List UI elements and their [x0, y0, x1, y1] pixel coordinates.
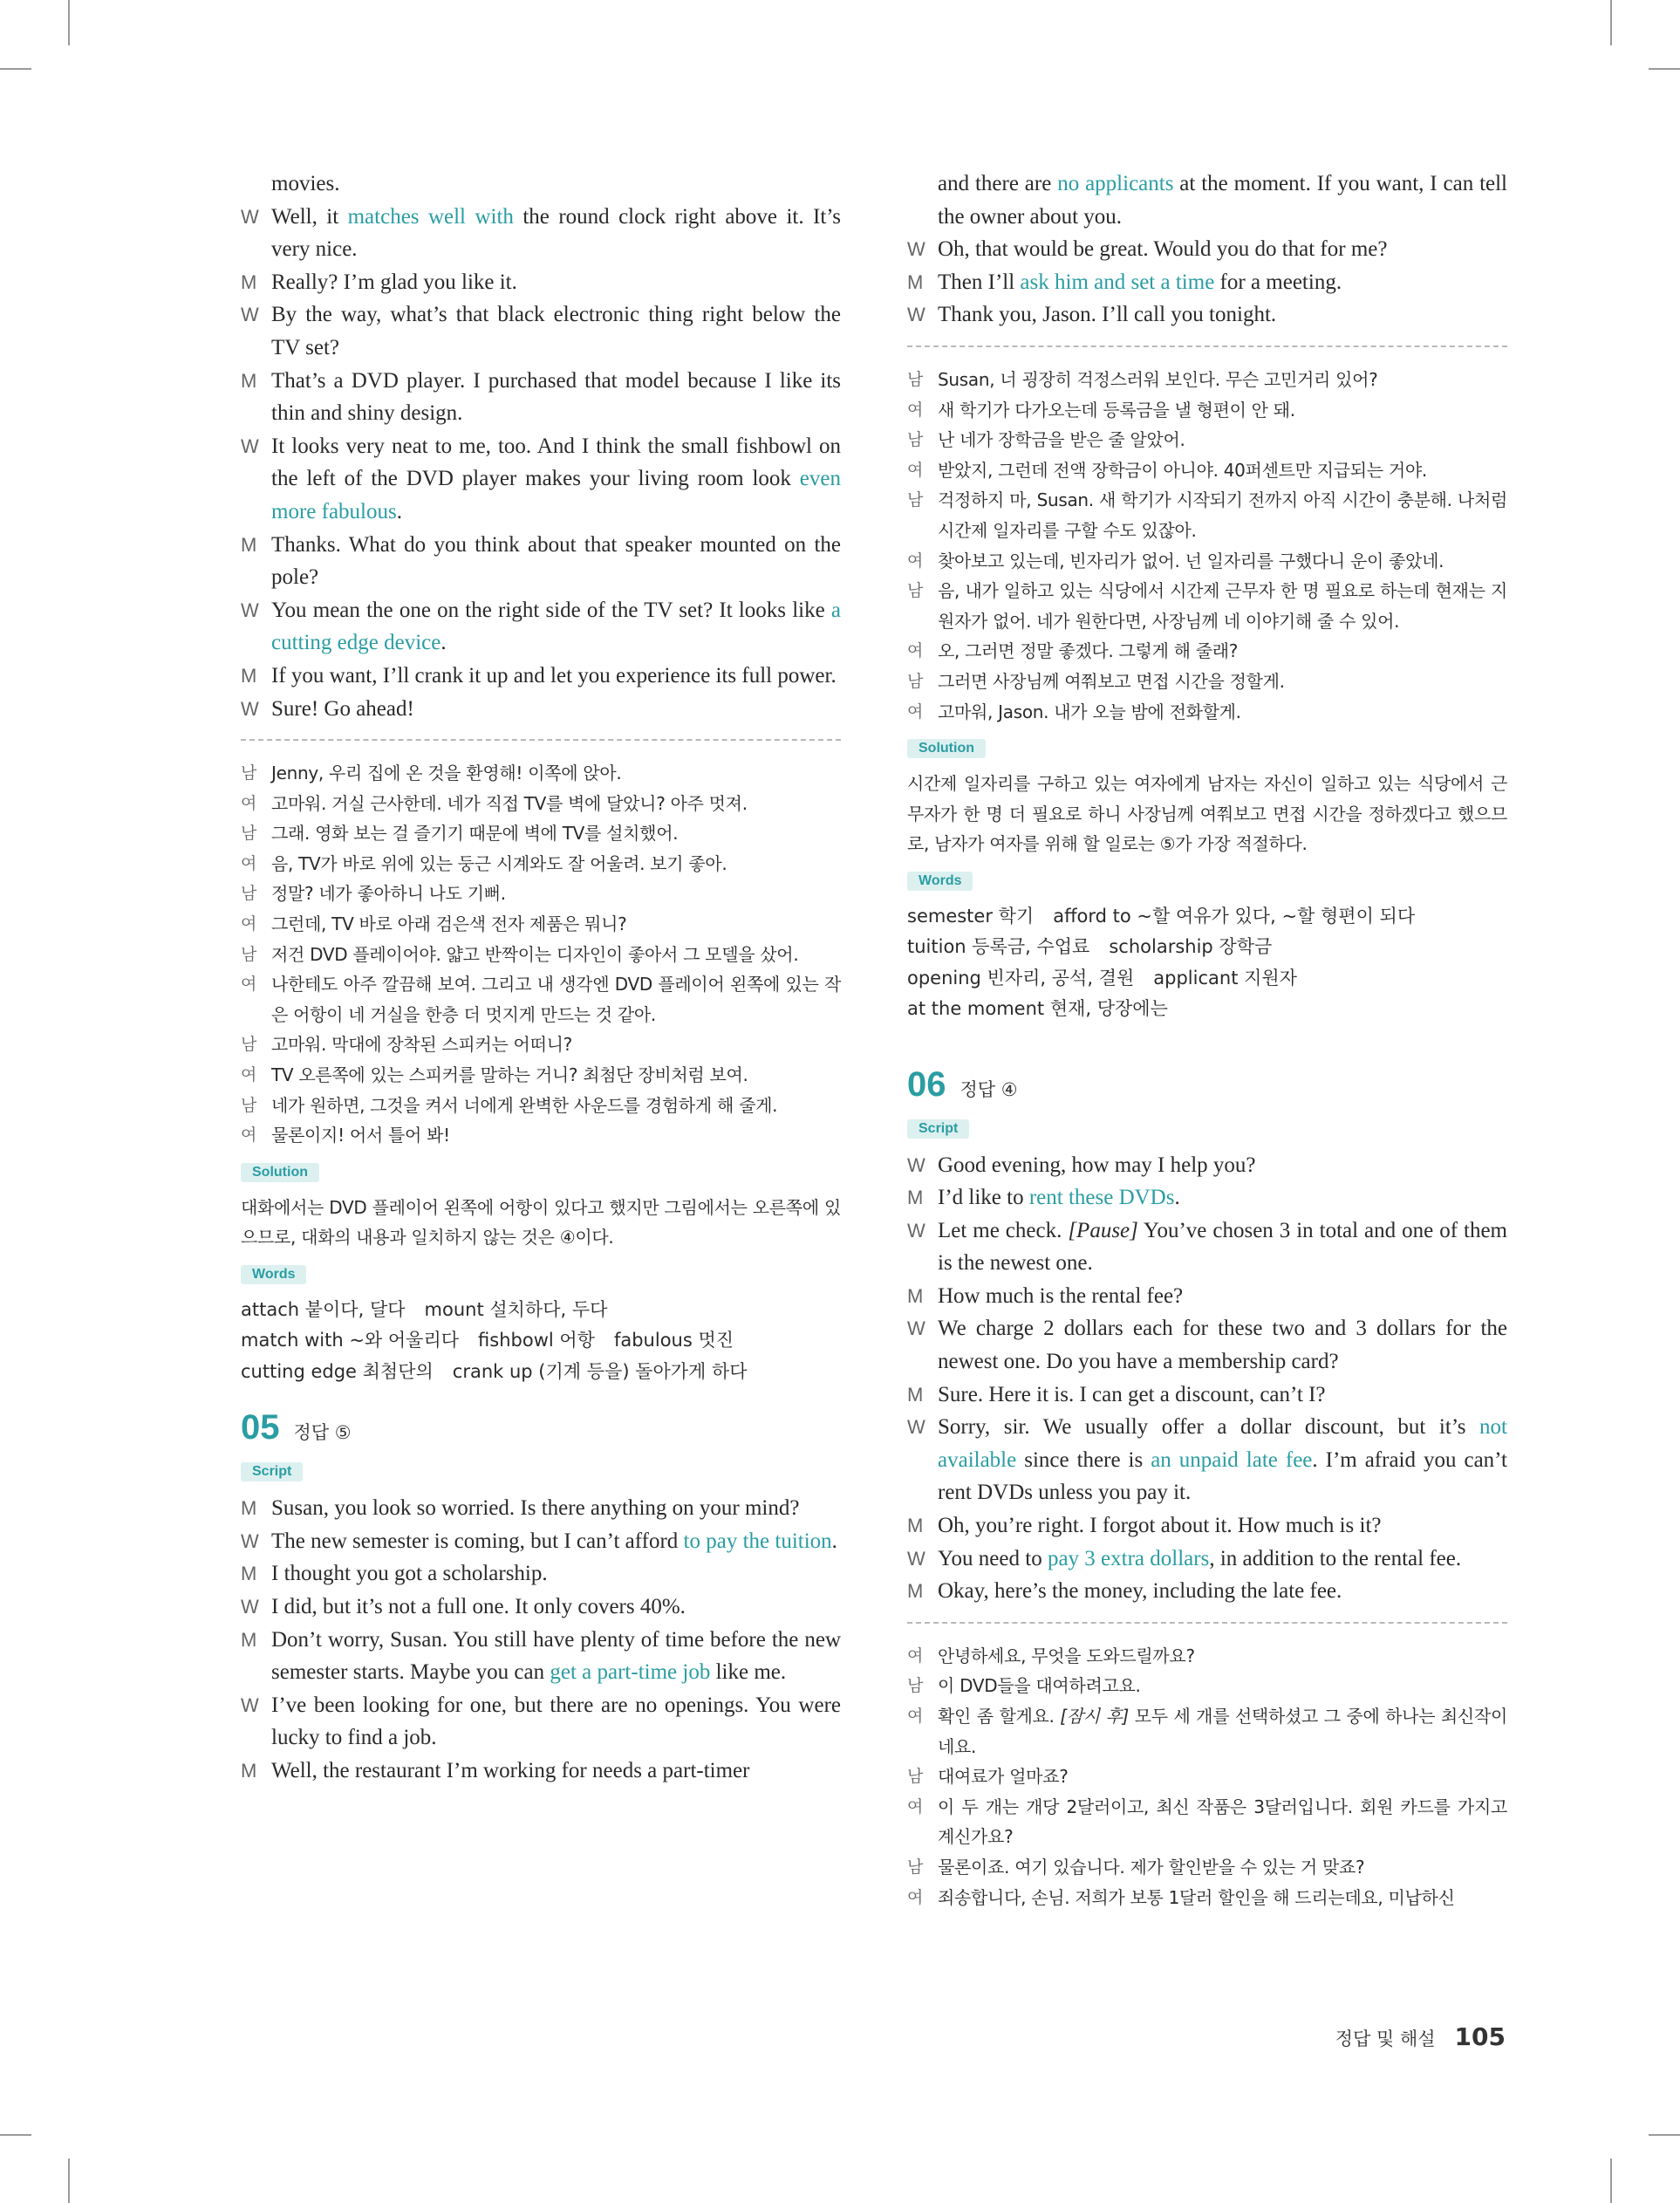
- speaker-label: 남: [907, 1767, 924, 1787]
- dialogue-line: [241, 430, 841, 529]
- dialogue-line: [907, 1543, 1507, 1576]
- line-text: I thought you got a scholarship.: [271, 1562, 548, 1586]
- line-text: Let me check.: [938, 1218, 1069, 1242]
- line-text: 난 네가 장학금을 받은 줄 알았어.: [938, 429, 1185, 451]
- line-text: 고마워, Jason. 내가 오늘 밤에 전화할게.: [938, 701, 1241, 722]
- speaker-label: 남: [241, 763, 257, 783]
- translation-line: [907, 395, 1507, 426]
- dialogue-line: [907, 1181, 1507, 1214]
- speaker-label: W: [907, 304, 925, 326]
- dialogue-line: [241, 1755, 841, 1788]
- speaker-label: W: [907, 1547, 925, 1570]
- speaker-label: M: [241, 369, 257, 392]
- highlighted-phrase: an unpaid late fee: [1151, 1447, 1313, 1472]
- speaker-label: 남: [907, 430, 924, 450]
- words-row: [241, 1325, 841, 1356]
- dialogue-line: [241, 365, 841, 430]
- speaker-label: W: [241, 599, 259, 621]
- translation-line: [907, 1762, 1507, 1792]
- speaker-label: 여: [907, 1707, 924, 1726]
- line-text: That’s a DVD player. I purchased that model because I like its thin and shiny design.: [271, 368, 841, 426]
- line-text: You’ve chosen 3 in total and one of them is the newest one.: [938, 1218, 1507, 1276]
- speaker-label: W: [241, 1693, 259, 1716]
- translation-line: [907, 1792, 1507, 1852]
- dialogue-line: [241, 1689, 841, 1755]
- speaker-label: 여: [907, 400, 924, 420]
- translation-line: [241, 940, 841, 970]
- speaker-label: W: [907, 1219, 925, 1242]
- line-text: Thanks. What do you think about that speaker mounted on the pole?: [271, 532, 841, 590]
- line-text: Sure. Here it is. I can get a discount, can’t I?: [938, 1382, 1326, 1406]
- line-text: Susan, you look so worried. Is there anything on your mind?: [271, 1496, 800, 1521]
- speaker-label: 여: [907, 460, 924, 480]
- line-text: 그런데, TV 바로 아래 검은색 전자 제품은 뭐니?: [271, 913, 627, 935]
- question-header: [907, 1065, 1507, 1114]
- answer-label: 정답 ④: [960, 1078, 1018, 1100]
- line-text: at the moment. If you want, I can tell the owner about you.: [938, 172, 1508, 229]
- speaker-label: M: [241, 664, 257, 687]
- line-text: If you want, I’ll crank it up and let you experience its full power.: [271, 663, 837, 688]
- speaker-label: W: [241, 1529, 259, 1552]
- line-text: 네가 원하면, 그것을 켜서 너에게 완벽한 사운드를 경험하게 해 줄게.: [271, 1094, 778, 1116]
- page-footer: [1335, 2022, 1506, 2051]
- speaker-label: W: [241, 1596, 259, 1618]
- translation-line: [241, 1060, 841, 1091]
- dialogue-line: [241, 1492, 841, 1525]
- speaker-label: 남: [241, 1095, 257, 1115]
- line-text: Don’t worry, Susan. You still have plenty of time before the new semester starts. Maybe you can: [271, 1627, 841, 1685]
- vocab-entry: tuition 등록금, 수업료: [907, 936, 1090, 958]
- line-text: [Pause]: [1068, 1218, 1138, 1242]
- translation-line: [907, 576, 1507, 636]
- translation-line: [241, 879, 841, 909]
- line-text: .: [831, 1529, 837, 1553]
- speaker-label: 여: [907, 641, 924, 661]
- speaker-label: W: [241, 304, 259, 326]
- speaker-label: M: [907, 1284, 924, 1307]
- dialogue-line: [907, 1214, 1507, 1280]
- line-text: 이 두 개는 개당 2달러이고, 최신 작품은 3달러입니다. 회원 카드를 가지고 계신가요?: [938, 1796, 1507, 1848]
- dialogue-line: [241, 660, 841, 693]
- dialogue-line: [241, 529, 841, 594]
- dialogue-line: [241, 168, 841, 201]
- translation-line: [907, 697, 1507, 728]
- line-text: 이 DVD들을 대여하려고요.: [938, 1675, 1141, 1697]
- speaker-label: 여: [907, 1796, 924, 1816]
- line-text: Susan, 너 굉장히 걱정스러워 보인다. 무슨 고민거리 있어?: [938, 368, 1378, 390]
- line-text: I did, but it’s not a full one. It only covers 40%.: [271, 1595, 686, 1618]
- speaker-label: 남: [907, 369, 924, 389]
- dialogue-line: [907, 1411, 1507, 1509]
- highlighted-phrase: matches well with: [347, 204, 514, 229]
- q4-translation: [241, 758, 841, 1151]
- speaker-label: M: [241, 1759, 257, 1782]
- speaker-label: 남: [241, 884, 257, 904]
- highlighted-phrase: not available: [938, 1415, 1507, 1472]
- words-row: [241, 1295, 841, 1325]
- line-text: and there are: [938, 172, 1058, 195]
- dialogue-line: [907, 266, 1507, 299]
- crop-mark: [0, 68, 31, 70]
- line-text: Okay, here’s the money, including the late fee.: [938, 1579, 1342, 1604]
- speaker-label: 남: [907, 1676, 924, 1696]
- line-text: How much is the rental fee?: [938, 1283, 1184, 1308]
- line-text: Then I’ll: [938, 270, 1021, 294]
- dialogue-line: [907, 1379, 1507, 1412]
- dialogue-line: [907, 1509, 1507, 1543]
- speaker-label: 여: [241, 914, 257, 934]
- translation-line: [907, 485, 1507, 545]
- line-text: . I’m afraid you can’t rent DVDs unless you pay it.: [938, 1447, 1507, 1505]
- line-text: You mean the one on the right side of the TV set? It looks like: [271, 598, 831, 622]
- translation-line: [907, 1883, 1507, 1913]
- solution-tag: Solution: [907, 739, 986, 758]
- speaker-label: W: [907, 1153, 925, 1176]
- crop-mark: [68, 0, 70, 45]
- line-text: 나한테도 아주 깔끔해 보여. 그리고 내 생각엔 DVD 플레이어 왼쪽에 있는 작은 어항이 네 거실을 한층 더 멋지게 만드는 것 같아.: [271, 974, 841, 1025]
- footer-section-title: 정답 및 해설: [1335, 2029, 1436, 2049]
- speaker-label: 여: [241, 1125, 257, 1146]
- highlighted-phrase: get a part-time job: [550, 1660, 711, 1685]
- dialogue-line: [241, 1591, 841, 1624]
- solution-tag: Solution: [241, 1163, 319, 1182]
- line-text: movies.: [271, 172, 340, 195]
- translation-line: [907, 636, 1507, 667]
- q6-script: [907, 1149, 1507, 1608]
- vocab-entry: match with ~와 어울리다: [241, 1330, 460, 1351]
- dialogue-line: [241, 693, 841, 726]
- vocab-entry: afford to ~할 여유가 있다, ~할 형편이 되다: [1053, 905, 1416, 927]
- line-text: 정말? 네가 좋아하니 나도 기뻐.: [271, 883, 506, 905]
- crop-mark: [1649, 68, 1680, 70]
- line-text: 저건 DVD 플레이어야. 얇고 반짝이는 디자인이 좋아서 그 모델을 샀어.: [271, 943, 799, 965]
- script-tag: Script: [241, 1462, 303, 1481]
- vocab-entry: at the moment 현재, 당장에는: [907, 998, 1168, 1020]
- translation-line: [907, 667, 1507, 697]
- line-text: 음, 내가 일하고 있는 식당에서 시간제 근무자 한 명 필요로 하는데 현재는 지원자가 없어. 네가 원한다면, 사장님께 네 이야기해 줄 수 있어.: [938, 580, 1507, 632]
- highlighted-phrase: rent these DVDs: [1028, 1186, 1175, 1210]
- speaker-label: M: [241, 1497, 257, 1520]
- question-number: 06: [907, 1064, 946, 1104]
- line-text: By the way, what’s that black electronic thing right below the TV set?: [271, 303, 841, 359]
- dialogue-line: [241, 201, 841, 266]
- line-text: for a meeting.: [1214, 270, 1342, 294]
- speaker-label: M: [907, 1187, 924, 1209]
- crop-mark: [1649, 2134, 1680, 2136]
- line-text: Sure! Go ahead!: [271, 696, 414, 721]
- speaker-label: 여: [241, 793, 257, 813]
- translation-line: [241, 789, 841, 819]
- highlighted-phrase: even more fabulous: [271, 467, 841, 523]
- q4-words: [241, 1295, 841, 1387]
- line-text: Well, the restaurant I’m working for needs a part-timer: [271, 1758, 750, 1782]
- translation-line: [241, 1091, 841, 1121]
- speaker-label: 남: [241, 1035, 257, 1055]
- dialogue-line: [241, 1624, 841, 1689]
- q5-translation: [907, 365, 1507, 727]
- vocab-entry: opening 빈자리, 공석, 결원: [907, 967, 1135, 989]
- line-text: 고마워. 거실 근사한데. 네가 직접 TV를 벽에 달았니? 아주 멋져.: [271, 792, 748, 814]
- translation-line: [907, 425, 1507, 455]
- crop-mark: [1610, 0, 1612, 45]
- dialogue-line: [241, 298, 841, 364]
- vocab-entry: applicant 지원자: [1153, 967, 1297, 989]
- speaker-label: W: [241, 697, 259, 720]
- line-text: 받았지, 그런데 전액 장학금이 아니야. 40퍼센트만 지급되는 거야.: [938, 459, 1427, 481]
- speaker-label: 여: [907, 551, 924, 571]
- speaker-label: M: [241, 1628, 257, 1651]
- words-row: [907, 994, 1507, 1024]
- q5-script-continued: [907, 168, 1507, 332]
- translation-line: [241, 1030, 841, 1060]
- line-text: 그러면 사장님께 여쭤보고 면접 시간을 정할게.: [938, 670, 1285, 692]
- line-text: 그래. 영화 보는 걸 즐기기 때문에 벽에 TV를 설치했어.: [271, 823, 679, 845]
- dialogue-line: [907, 1575, 1507, 1608]
- speaker-label: 남: [907, 490, 924, 510]
- vocab-entry: scholarship 장학금: [1109, 936, 1273, 958]
- line-text: Jenny, 우리 집에 온 것을 환영해! 이쪽에 앉아.: [271, 763, 622, 784]
- speaker-label: W: [241, 434, 259, 457]
- script-tag: Script: [907, 1119, 969, 1139]
- translation-line: [241, 1120, 841, 1151]
- speaker-label: 남: [241, 944, 257, 964]
- question-number: 05: [241, 1408, 280, 1447]
- line-text: Well, it: [271, 204, 348, 229]
- line-text: We charge 2 dollars each for these two and 3 dollars for the newest one. Do you have a membership card?: [938, 1317, 1507, 1374]
- speaker-label: W: [907, 238, 925, 261]
- highlighted-phrase: no applicants: [1057, 172, 1174, 195]
- dialogue-line: [241, 266, 841, 299]
- dashed-divider: [907, 1622, 1507, 1624]
- words-row: [907, 963, 1507, 994]
- crop-mark: [68, 2159, 70, 2203]
- line-text: 새 학기가 다가오는데 등록금을 낼 형편이 안 돼.: [938, 399, 1295, 421]
- line-text: 죄송합니다, 손님. 저희가 보통 1달러 할인을 해 드리는데요, 미납하신: [938, 1886, 1455, 1908]
- page-number: 105: [1454, 2022, 1506, 2051]
- speaker-label: M: [907, 1383, 924, 1406]
- speaker-label: 여: [241, 853, 257, 873]
- translation-line: [241, 758, 841, 789]
- words-row: [907, 932, 1507, 962]
- line-text: 찾아보고 있는데, 빈자리가 없어. 넌 일자리를 구했다니 운이 좋았네.: [938, 550, 1444, 571]
- translation-line: [907, 1852, 1507, 1883]
- line-text: .: [440, 631, 447, 655]
- line-text: 안녕하세요, 무엇을 도와드릴까요?: [938, 1645, 1195, 1666]
- line-text: 모두 세 개를 선택하셨고 그 중에 하나는 최신작이네요.: [938, 1706, 1507, 1757]
- line-text: like me.: [710, 1660, 787, 1685]
- line-text: 음, TV가 바로 위에 있는 둥근 시계와도 잘 어울려. 보기 좋아.: [271, 852, 727, 874]
- dialogue-line: [907, 168, 1507, 233]
- translation-line: [241, 818, 841, 849]
- dialogue-line: [241, 1557, 841, 1591]
- words-row: [241, 1357, 841, 1387]
- line-text: It looks very neat to me, too. And I think the small fishbowl on the left of the DVD player makes your living room look: [271, 434, 841, 491]
- line-text: 확인 좀 할게요.: [938, 1706, 1061, 1727]
- dialogue-line: [907, 1280, 1507, 1313]
- line-text: I’ve been looking for one, but there are no openings. You were lucky to find a job.: [271, 1693, 841, 1750]
- words-row: [907, 901, 1507, 932]
- vocab-entry: mount 설치하다, 두다: [424, 1299, 608, 1320]
- speaker-label: 여: [907, 1645, 924, 1666]
- vocab-entry: fishbowl 어항: [478, 1330, 595, 1351]
- crop-mark: [0, 2134, 31, 2136]
- speaker-label: 여: [907, 701, 924, 722]
- line-text: I’d like to: [938, 1186, 1029, 1210]
- vocab-entry: attach 붙이다, 달다: [241, 1299, 406, 1320]
- q5-words: [907, 901, 1507, 1025]
- speaker-label: W: [907, 1416, 925, 1439]
- line-text: The new semester is coming, but I can’t afford: [271, 1529, 684, 1553]
- words-tag: Words: [241, 1265, 306, 1284]
- line-text: Good evening, how may I help you?: [938, 1153, 1256, 1177]
- highlighted-phrase: to pay the tuition: [683, 1529, 832, 1553]
- highlighted-phrase: ask him and set a time: [1020, 270, 1215, 294]
- translation-line: [241, 849, 841, 879]
- line-text: 걱정하지 마, Susan. 새 학기가 시작되기 전까지 아직 시간이 충분해. 나처럼 시간제 일자리를 구할 수도 있잖아.: [938, 489, 1507, 541]
- translation-line: [907, 1641, 1507, 1672]
- line-text: .: [396, 499, 402, 523]
- speaker-label: 여: [241, 1065, 257, 1085]
- translation-line: [241, 909, 841, 940]
- line-text: since there is: [1016, 1447, 1151, 1472]
- speaker-label: 남: [907, 1857, 924, 1877]
- answer-label: 정답 ⑤: [293, 1422, 352, 1444]
- speaker-label: 남: [907, 671, 924, 691]
- dashed-divider: [241, 739, 841, 741]
- speaker-label: M: [241, 1563, 257, 1585]
- line-text: 물론이죠. 여기 있습니다. 제가 할인받을 수 있는 거 맞죠?: [938, 1856, 1365, 1878]
- line-text: TV 오른쪽에 있는 스피커를 말하는 거니? 최첨단 장비처럼 보여.: [271, 1064, 748, 1086]
- speaker-label: 남: [241, 824, 257, 844]
- speaker-label: 남: [907, 581, 924, 601]
- dashed-divider: [907, 346, 1507, 347]
- speaker-label: M: [241, 533, 257, 556]
- dialogue-line: [241, 594, 841, 660]
- line-text: 대여료가 얼마죠?: [938, 1766, 1069, 1788]
- speaker-label: 여: [907, 1887, 924, 1907]
- line-text: 오, 그러면 정말 좋겠다. 그렇게 해 줄래?: [938, 640, 1239, 662]
- dialogue-line: [241, 1525, 841, 1558]
- translation-line: [241, 969, 841, 1030]
- vocab-entry: cutting edge 최첨단의: [241, 1360, 434, 1382]
- line-text: , in addition to the rental fee.: [1209, 1546, 1462, 1570]
- speaker-label: M: [907, 1515, 924, 1537]
- line-text: [잠시 후]: [1060, 1706, 1130, 1727]
- speaker-label: M: [907, 1580, 924, 1603]
- dialogue-line: [907, 1312, 1507, 1378]
- translation-line: [907, 365, 1507, 395]
- line-text: 고마워. 막대에 장착된 스피커는 어떠니?: [271, 1034, 572, 1056]
- line-text: 물론이지! 어서 틀어 봐!: [271, 1125, 450, 1146]
- left-column: [241, 168, 841, 1788]
- q6-translation: [907, 1641, 1507, 1912]
- vocab-entry: fabulous 멋진: [613, 1330, 734, 1351]
- translation-line: [907, 1701, 1507, 1762]
- speaker-label: W: [241, 205, 259, 228]
- line-text: the round clock right above it. It’s very nice.: [271, 204, 841, 262]
- translation-line: [907, 455, 1507, 486]
- q4-solution-text: 대화에서는 DVD 플레이어 왼쪽에 어항이 있다고 했지만 그림에서는 오른쪽에 있으므로, 대화의 내용과 일치하지 않는 것은 ④이다.: [241, 1196, 841, 1249]
- dialogue-line: [907, 1149, 1507, 1182]
- dialogue-line: [907, 233, 1507, 266]
- translation-line: [907, 546, 1507, 577]
- line-text: Really? I’m glad you like it.: [271, 270, 517, 294]
- words-tag: Words: [907, 872, 973, 891]
- speaker-label: 여: [241, 975, 257, 995]
- speaker-label: M: [907, 270, 924, 293]
- line-text: .: [1174, 1186, 1180, 1210]
- line-text: Sorry, sir. We usually offer a dollar discount, but it’s: [938, 1415, 1480, 1440]
- right-column: [907, 168, 1507, 1912]
- crop-mark: [1610, 2159, 1612, 2203]
- line-text: You need to: [938, 1546, 1048, 1570]
- vocab-entry: semester 학기: [907, 905, 1035, 927]
- speaker-label: W: [907, 1317, 925, 1340]
- speaker-label: M: [241, 270, 257, 293]
- q4-script-continued: [241, 168, 841, 725]
- q5-script: [241, 1492, 841, 1787]
- line-text: Thank you, Jason. I’ll call you tonight.: [938, 303, 1277, 327]
- highlighted-phrase: a cutting edge device: [271, 598, 841, 655]
- translation-line: [907, 1671, 1507, 1701]
- dialogue-line: [907, 298, 1507, 332]
- vocab-entry: crank up (기계 등을) 돌아가게 하다: [452, 1360, 748, 1382]
- highlighted-phrase: pay 3 extra dollars: [1047, 1546, 1210, 1570]
- q5-solution-text: 시간제 일자리를 구하고 있는 여자에게 남자는 자신이 일하고 있는 식당에서 근무자가 한 명 더 필요로 하니 사장님께 여쭤보고 면접 시간을 정하겠다고 했으므로, 남자가 여자를 위해 할 일로는 ⑤가 가장 적절하다.: [907, 773, 1507, 855]
- line-text: Oh, you’re right. I forgot about it. How much is it?: [938, 1514, 1382, 1538]
- line-text: Oh, that would be great. Would you do that for me?: [938, 237, 1388, 262]
- question-header: [241, 1408, 841, 1457]
